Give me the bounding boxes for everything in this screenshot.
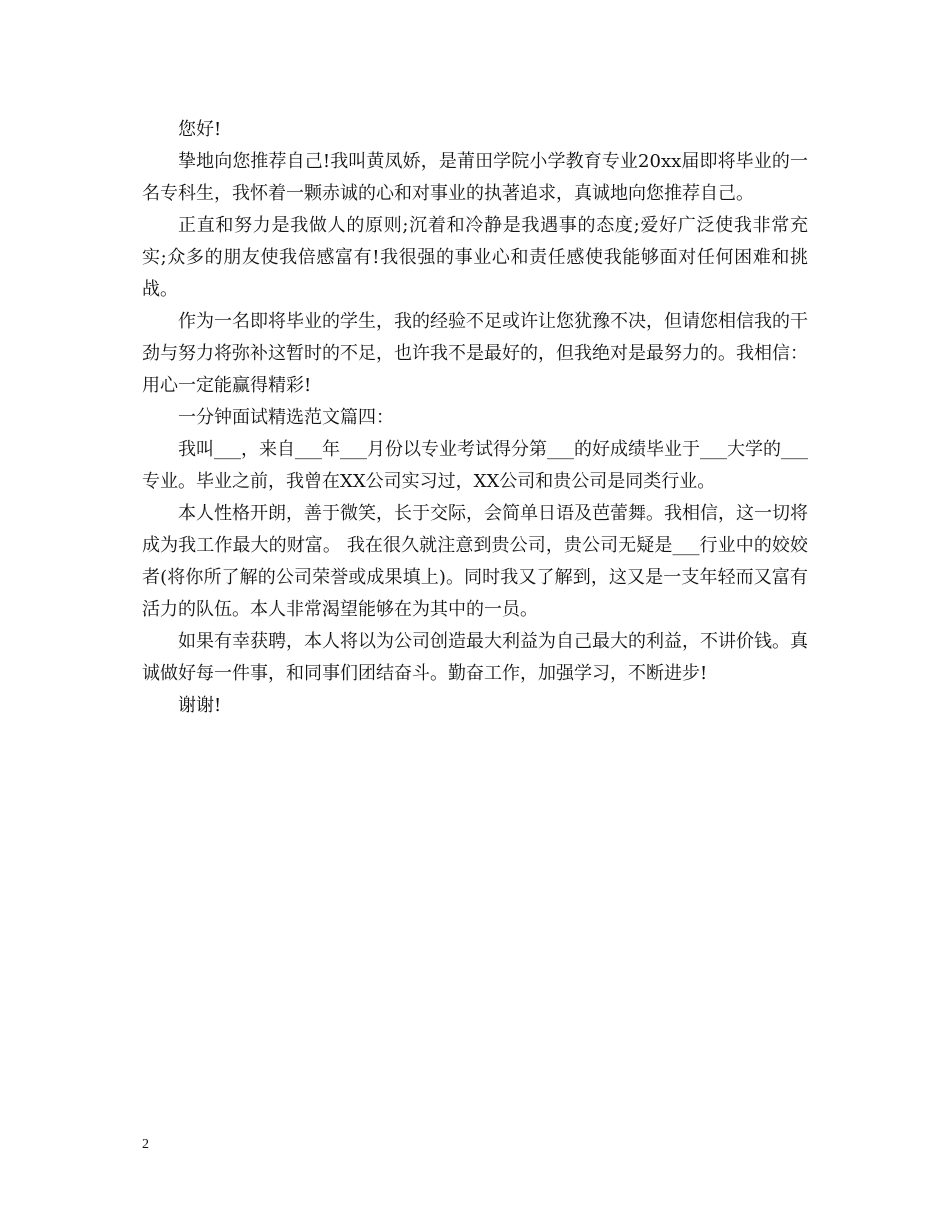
page-number: 2: [142, 1137, 149, 1152]
paragraph-template-intro: 我叫___，来自___年___月份以专业考试得分第___的好成绩毕业于___大学的___专业。毕业之前，我曾在XX公司实习过，XX公司和贵公司是同类行业。: [142, 439, 808, 492]
paragraph-personality: 本人性格开朗，善于微笑，长于交际，会简单日语及芭蕾舞。我相信，这一切将成为我工作最大的财富。 我在很久就注意到贵公司，贵公司无疑是___行业中的姣姣者(将你所了解的公司荣誉或成果填上)。同时我又了解到，这又是一支年轻而又富有活力的队伍。本人非常渴望能够在为其中的一员。: [142, 503, 808, 620]
paragraph-closing: 如果有幸获聘，本人将以为公司创造最大利益为自己最大的利益，不讲价钱。真诚做好每一件事，和同事们团结奋斗。勤奋工作，加强学习，不断进步!: [142, 631, 808, 684]
document-body: [142, 114, 808, 722]
paragraph-principles: 正直和努力是我做人的原则;沉着和冷静是我遇事的态度;爱好广泛使我非常充实;众多的朋友使我倍感富有!我很强的事业心和责任感使我能够面对任何困难和挑战。: [142, 215, 808, 300]
paragraph-thanks: 谢谢!: [178, 695, 222, 716]
paragraph-section-heading: 一分钟面试精选范文篇四：: [178, 407, 394, 428]
paragraph-greeting: 您好!: [178, 119, 222, 140]
paragraph-self-introduction: 挚地向您推荐自己!我叫黄凤娇，是莆田学院小学教育专业20xx届即将毕业的一名专科生，我怀着一颗赤诚的心和对事业的执著追求，真诚地向您推荐自己。: [142, 151, 808, 204]
paragraph-commitment: 作为一名即将毕业的学生，我的经验不足或许让您犹豫不决，但请您相信我的干劲与努力将弥补这暂时的不足，也许我不是最好的，但我绝对是最努力的。我相信：用心一定能赢得精彩!: [142, 311, 808, 396]
